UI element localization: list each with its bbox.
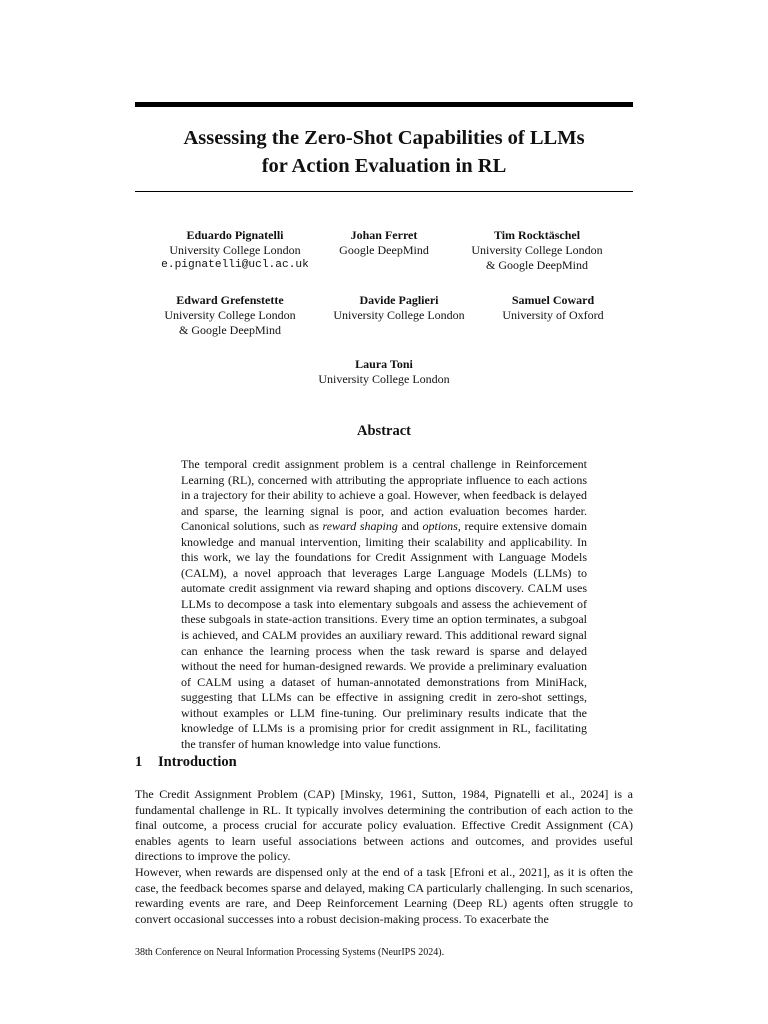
author-name: Tim Rocktäschel [493, 228, 581, 242]
author-affiliation-2: & Google DeepMind [486, 258, 588, 272]
author-block [480, 293, 626, 323]
abstract-text-part: and [397, 519, 423, 534]
title-top-rule [135, 102, 633, 107]
abstract-heading: Abstract [357, 423, 411, 439]
author-affiliation: University College London [471, 243, 603, 257]
author-affiliation: University College London [333, 308, 465, 322]
author-affiliation: University of Oxford [502, 308, 604, 322]
author-name: Johan Ferret [350, 228, 418, 242]
section-heading [135, 753, 237, 771]
abstract-emphasis: options [422, 519, 458, 534]
author-affiliation: University College London [164, 308, 296, 322]
author-name: Davide Paglieri [359, 293, 439, 307]
author-affiliation: Google DeepMind [339, 243, 429, 257]
section-number: 1 [135, 754, 143, 770]
author-block [150, 293, 310, 338]
author-block [309, 228, 459, 258]
abstract-text-part: The temporal credit assignment problem is a central challenge in Reinforcement Learning (RL), concerned with attributing the appropriate influence to each actions in a trajectory for their ability to achieve a goal. However, when feedback is delayed and sparse, the learning signal is poor, and action evaluation becomes harder. Canonical solutions, such as [181, 457, 587, 534]
conference-footnote: 38th Conference on Neural Information Processing Systems (NeurIPS 2024). [135, 947, 445, 958]
abstract-emphasis: reward shaping [322, 519, 398, 534]
author-affiliation-2: & Google DeepMind [179, 323, 281, 337]
abstract-text [181, 457, 587, 752]
title-line-2: for Action Evaluation in RL [261, 155, 507, 177]
body-paragraph: However, when rewards are dispensed only at the end of a task [Efroni et al., 2021], as it is often the case, the feedback becomes sparse and delayed, making CA particularly challenging. In such scenarios, rewarding events are rare, and Deep Reinforcement Learning (Deep RL) agents often struggle to convert occasional successes into a robust decision-making process. To exacerbate the [135, 865, 633, 926]
title-bottom-rule [135, 191, 633, 192]
author-name: Edward Grefenstette [176, 293, 284, 307]
author-affiliation: University College London [318, 372, 450, 386]
section-title: Introduction [158, 754, 237, 770]
body-paragraph: The Credit Assignment Problem (CAP) [Minsky, 1961, Sutton, 1984, Pignatelli et al., 2024] is a fundamental challenge in RL. It typically involves determining the contribution of each action to the final outcome, a process crucial for accurate policy evaluation. Effective Credit Assignment (CA) enables agents to learn useful associations between actions and outcomes, and provides useful directions to improve the policy. [135, 787, 633, 864]
author-block [150, 228, 320, 273]
author-name: Samuel Coward [511, 293, 595, 307]
abstract-text-part: , require extensive domain knowledge and manual intervention, limiting their scalability and applicability. In this work, we lay the foundations for Credit Assignment with Language Models (CALM), a novel approach that leverages Large Language Models (LLMs) to automate credit assignment via reward shaping and options discovery. CALM uses LLMs to decompose a task into elementary subgoals and assess the achievement of these subgoals in state-action transitions. Every time an option terminates, a subgoal is achieved, and CALM provides an auxiliary reward. This additional reward signal can enhance the learning process when the task reward is sparse and delayed without the need for human-designed rewards. We provide a preliminary evaluation of CALM using a dataset of human-annotated demonstrations from MiniHack, suggesting that LLMs can be effective in assigning credit in zero-shot settings, without examples or LLM fine-tuning. Our preliminary results indicate that the knowledge of LLMs is a promising prior for credit assignment in RL, facilitating the transfer of human knowledge into value functions. [181, 519, 587, 751]
author-affiliation: University College London [169, 243, 301, 257]
author-name: Laura Toni [355, 357, 413, 371]
author-block [319, 293, 479, 323]
author-block [299, 357, 469, 387]
author-name: Eduardo Pignatelli [186, 228, 284, 242]
author-block [457, 228, 617, 273]
author-email[interactable]: e.pignatelli@ucl.ac.uk [161, 259, 309, 271]
paper-title [135, 124, 633, 180]
title-line-1: Assessing the Zero-Shot Capabilities of LLMs [183, 127, 585, 149]
